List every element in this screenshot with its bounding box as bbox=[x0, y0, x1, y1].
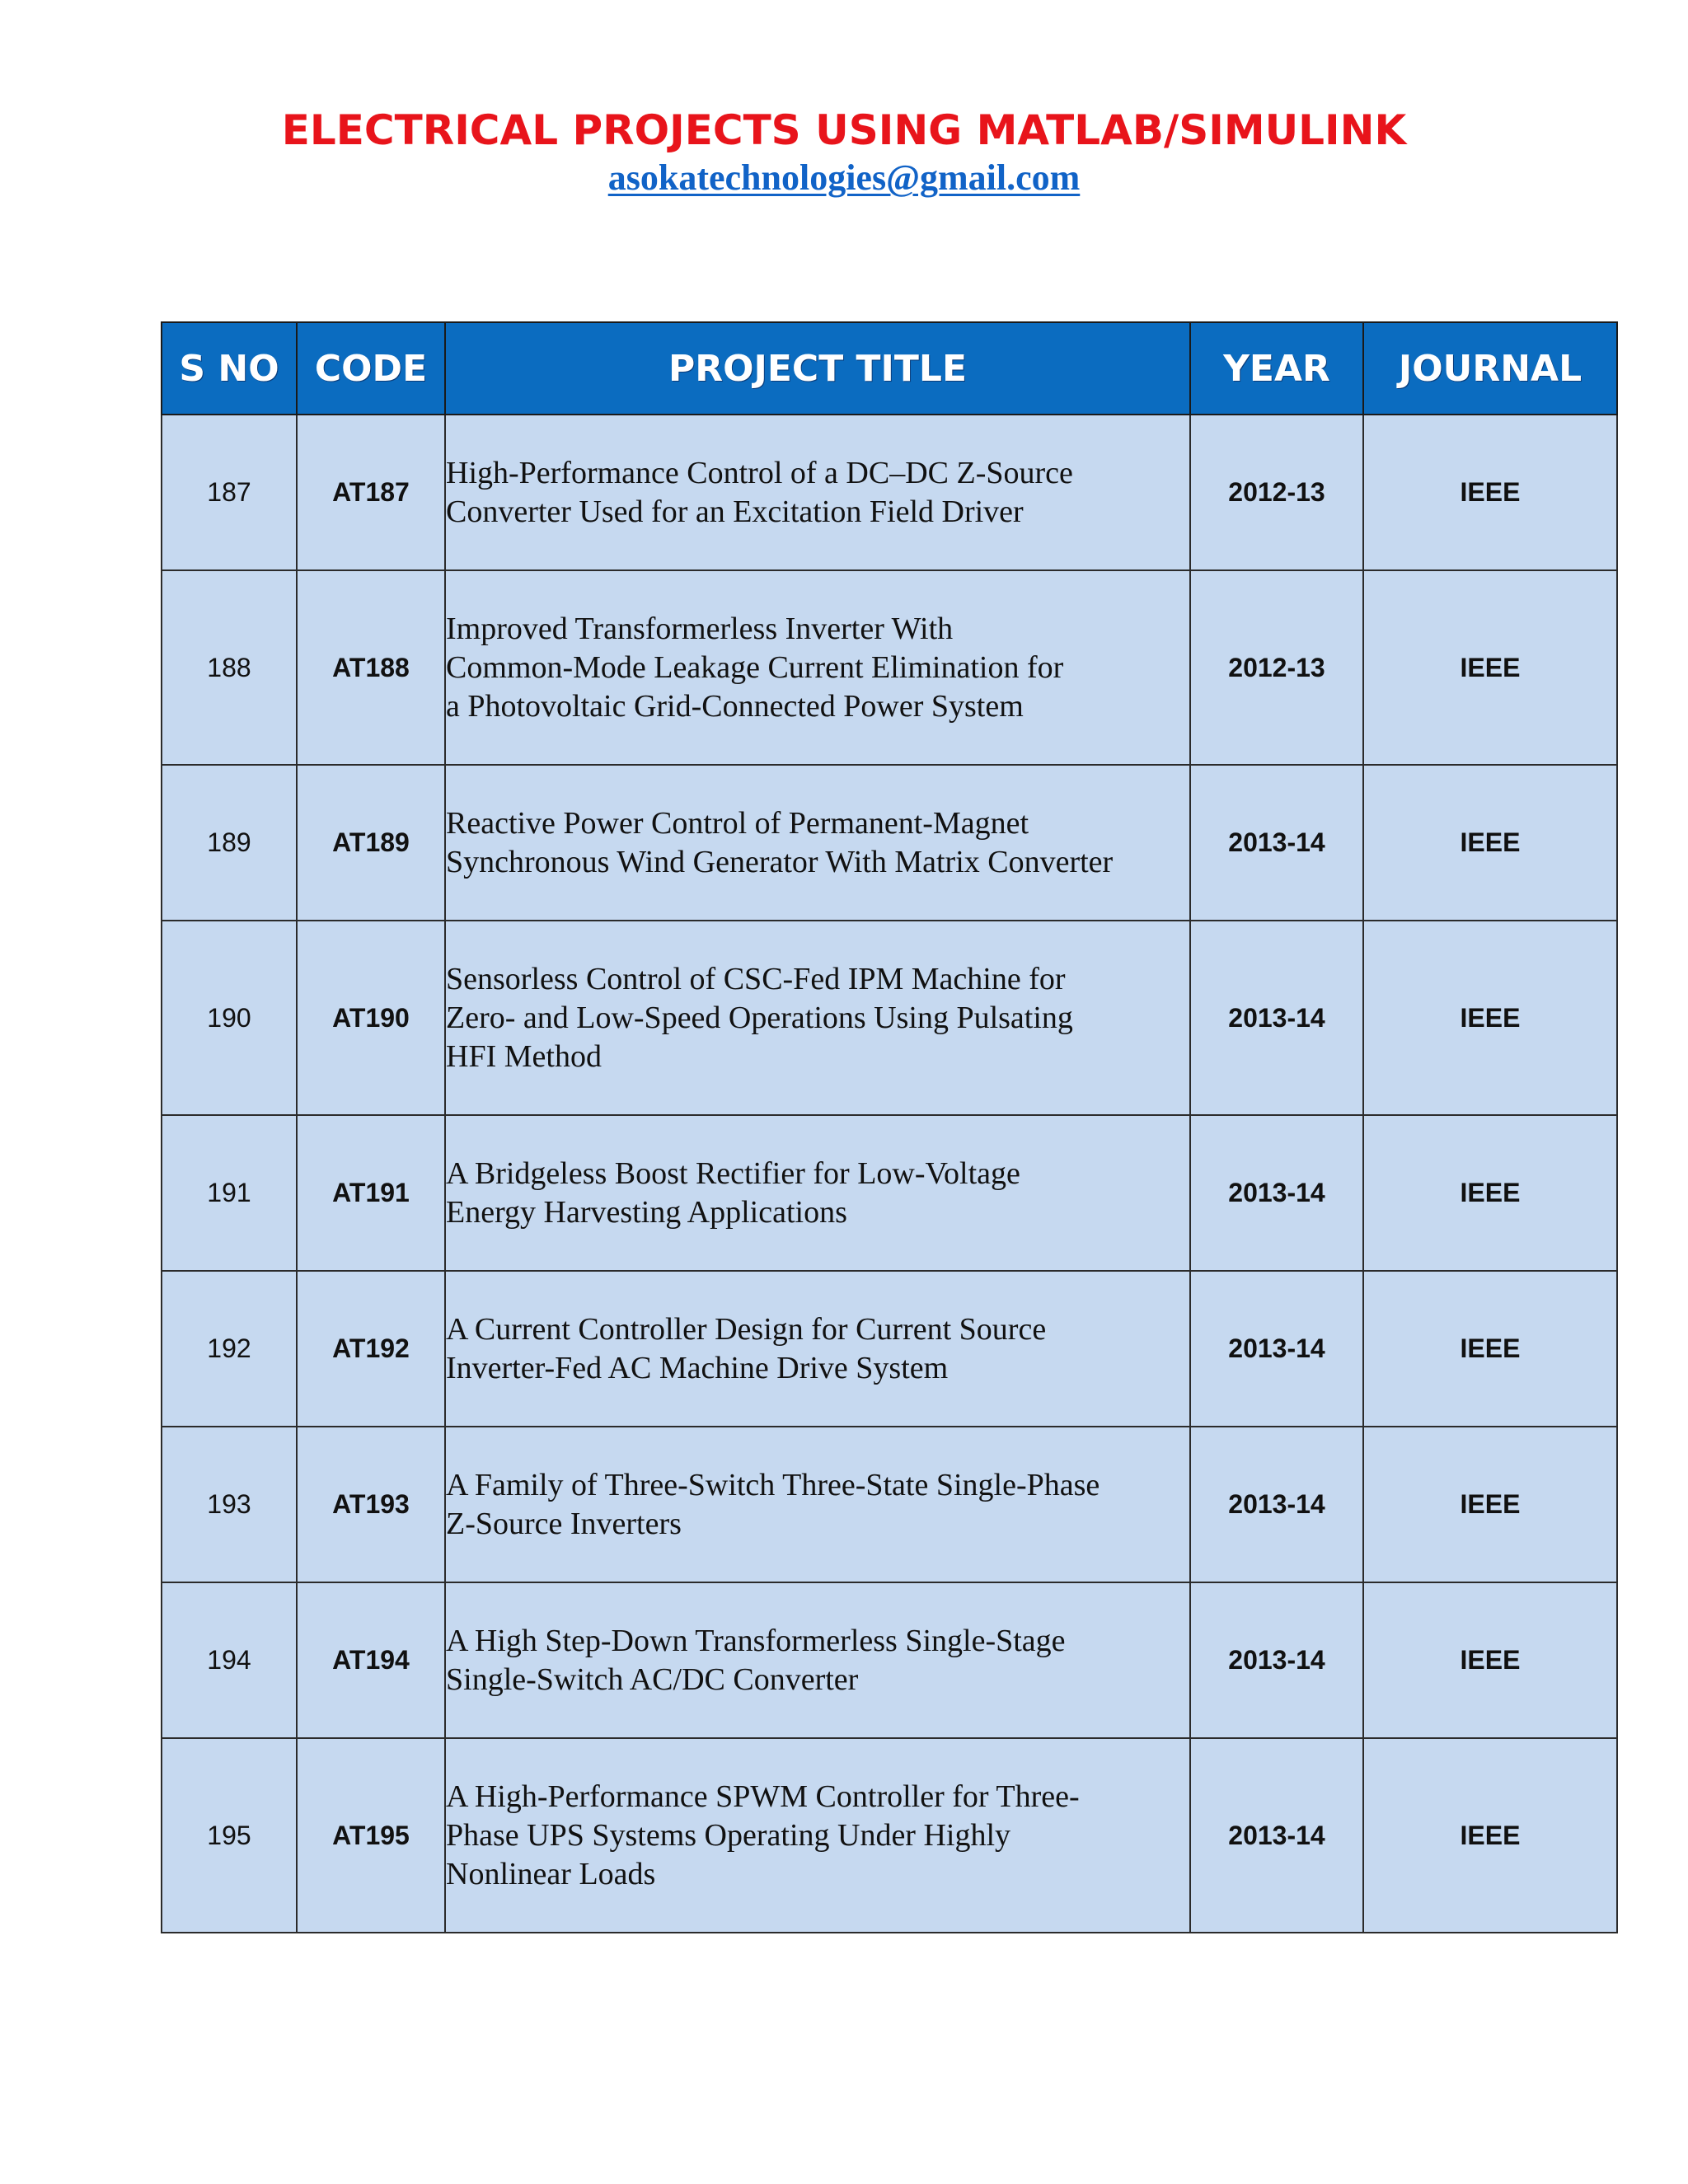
column-header-sno: S NO bbox=[162, 322, 297, 415]
table-row bbox=[162, 1115, 1617, 1271]
column-header-journal: JOURNAL bbox=[1363, 322, 1617, 415]
table-row bbox=[162, 921, 1617, 1115]
cell-code: AT187 bbox=[297, 415, 445, 570]
title-line: Zero- and Low-Speed Operations Using Pulsating bbox=[446, 1000, 1073, 1035]
table-row bbox=[162, 1427, 1617, 1582]
title-line: Sensorless Control of CSC-Fed IPM Machine for bbox=[446, 961, 1066, 996]
email-line bbox=[0, 155, 1688, 209]
title-line: Nonlinear Loads bbox=[446, 1856, 656, 1891]
cell-project-title bbox=[445, 1582, 1190, 1738]
title-line: a Photovoltaic Grid-Connected Power System bbox=[446, 688, 1024, 724]
cell-journal: IEEE bbox=[1363, 1582, 1617, 1738]
column-header-code: CODE bbox=[297, 322, 445, 415]
title-line: A High-Performance SPWM Controller for Three- bbox=[446, 1779, 1080, 1814]
cell-journal: IEEE bbox=[1363, 570, 1617, 765]
cell-sno: 191 bbox=[162, 1115, 297, 1271]
cell-year: 2013-14 bbox=[1190, 1271, 1363, 1427]
cell-year: 2013-14 bbox=[1190, 765, 1363, 921]
table-row bbox=[162, 1271, 1617, 1427]
cell-project-title bbox=[445, 415, 1190, 570]
projects-table bbox=[161, 321, 1618, 1933]
title-line: A Family of Three-Switch Three-State Single-Phase bbox=[446, 1467, 1100, 1502]
title-line: Synchronous Wind Generator With Matrix Converter bbox=[446, 844, 1114, 879]
cell-code: AT189 bbox=[297, 765, 445, 921]
cell-year: 2013-14 bbox=[1190, 921, 1363, 1115]
cell-sno: 193 bbox=[162, 1427, 297, 1582]
title-line: Inverter-Fed AC Machine Drive System bbox=[446, 1350, 949, 1385]
table-row bbox=[162, 765, 1617, 921]
cell-journal: IEEE bbox=[1363, 765, 1617, 921]
cell-year: 2013-14 bbox=[1190, 1115, 1363, 1271]
cell-year: 2013-14 bbox=[1190, 1427, 1363, 1582]
table-body bbox=[162, 415, 1617, 1933]
title-line: Converter Used for an Excitation Field Driver bbox=[446, 494, 1024, 529]
title-line: A Current Controller Design for Current Source bbox=[446, 1311, 1047, 1347]
cell-sno: 189 bbox=[162, 765, 297, 921]
column-header-project-title: PROJECT TITLE bbox=[445, 322, 1190, 415]
cell-year: 2013-14 bbox=[1190, 1582, 1363, 1738]
cell-sno: 192 bbox=[162, 1271, 297, 1427]
title-line: High-Performance Control of a DC–DC Z-Source bbox=[446, 455, 1073, 490]
cell-code: AT194 bbox=[297, 1582, 445, 1738]
cell-sno: 187 bbox=[162, 415, 297, 570]
cell-sno: 194 bbox=[162, 1582, 297, 1738]
cell-sno: 188 bbox=[162, 570, 297, 765]
cell-project-title bbox=[445, 765, 1190, 921]
title-line: Single-Switch AC/DC Converter bbox=[446, 1661, 859, 1697]
title-line: Energy Harvesting Applications bbox=[446, 1194, 847, 1230]
cell-year: 2012-13 bbox=[1190, 415, 1363, 570]
table-row bbox=[162, 415, 1617, 570]
title-line: Improved Transformerless Inverter With bbox=[446, 611, 954, 646]
table-header-row bbox=[162, 322, 1617, 415]
cell-project-title bbox=[445, 1115, 1190, 1271]
title-line: HFI Method bbox=[446, 1038, 602, 1074]
cell-project-title bbox=[445, 570, 1190, 765]
cell-sno: 190 bbox=[162, 921, 297, 1115]
cell-code: AT190 bbox=[297, 921, 445, 1115]
title-line: A Bridgeless Boost Rectifier for Low-Voltage bbox=[446, 1155, 1020, 1191]
cell-year: 2012-13 bbox=[1190, 570, 1363, 765]
page-title: ELECTRICAL PROJECTS USING MATLAB/SIMULINK bbox=[281, 106, 1407, 154]
table-row bbox=[162, 1582, 1617, 1738]
cell-code: AT191 bbox=[297, 1115, 445, 1271]
cell-project-title bbox=[445, 921, 1190, 1115]
email-link[interactable]: asokatechnologies@gmail.com bbox=[607, 157, 1081, 198]
title-line: A High Step-Down Transformerless Single-Stage bbox=[446, 1623, 1066, 1658]
cell-code: AT195 bbox=[297, 1738, 445, 1933]
cell-journal: IEEE bbox=[1363, 1427, 1617, 1582]
cell-code: AT188 bbox=[297, 570, 445, 765]
cell-journal: IEEE bbox=[1363, 1738, 1617, 1933]
title-line: Reactive Power Control of Permanent-Magnet bbox=[446, 805, 1029, 841]
title-line: Phase UPS Systems Operating Under Highly bbox=[446, 1817, 1011, 1853]
cell-code: AT192 bbox=[297, 1271, 445, 1427]
cell-journal: IEEE bbox=[1363, 415, 1617, 570]
cell-project-title bbox=[445, 1271, 1190, 1427]
cell-project-title bbox=[445, 1427, 1190, 1582]
cell-journal: IEEE bbox=[1363, 1115, 1617, 1271]
cell-journal: IEEE bbox=[1363, 921, 1617, 1115]
table-row bbox=[162, 1738, 1617, 1933]
table-row bbox=[162, 570, 1617, 765]
cell-journal: IEEE bbox=[1363, 1271, 1617, 1427]
column-header-year: YEAR bbox=[1190, 322, 1363, 415]
title-line: Common-Mode Leakage Current Elimination for bbox=[446, 649, 1064, 685]
title-line: Z-Source Inverters bbox=[446, 1506, 682, 1541]
cell-project-title bbox=[445, 1738, 1190, 1933]
cell-sno: 195 bbox=[162, 1738, 297, 1933]
cell-code: AT193 bbox=[297, 1427, 445, 1582]
cell-year: 2013-14 bbox=[1190, 1738, 1363, 1933]
